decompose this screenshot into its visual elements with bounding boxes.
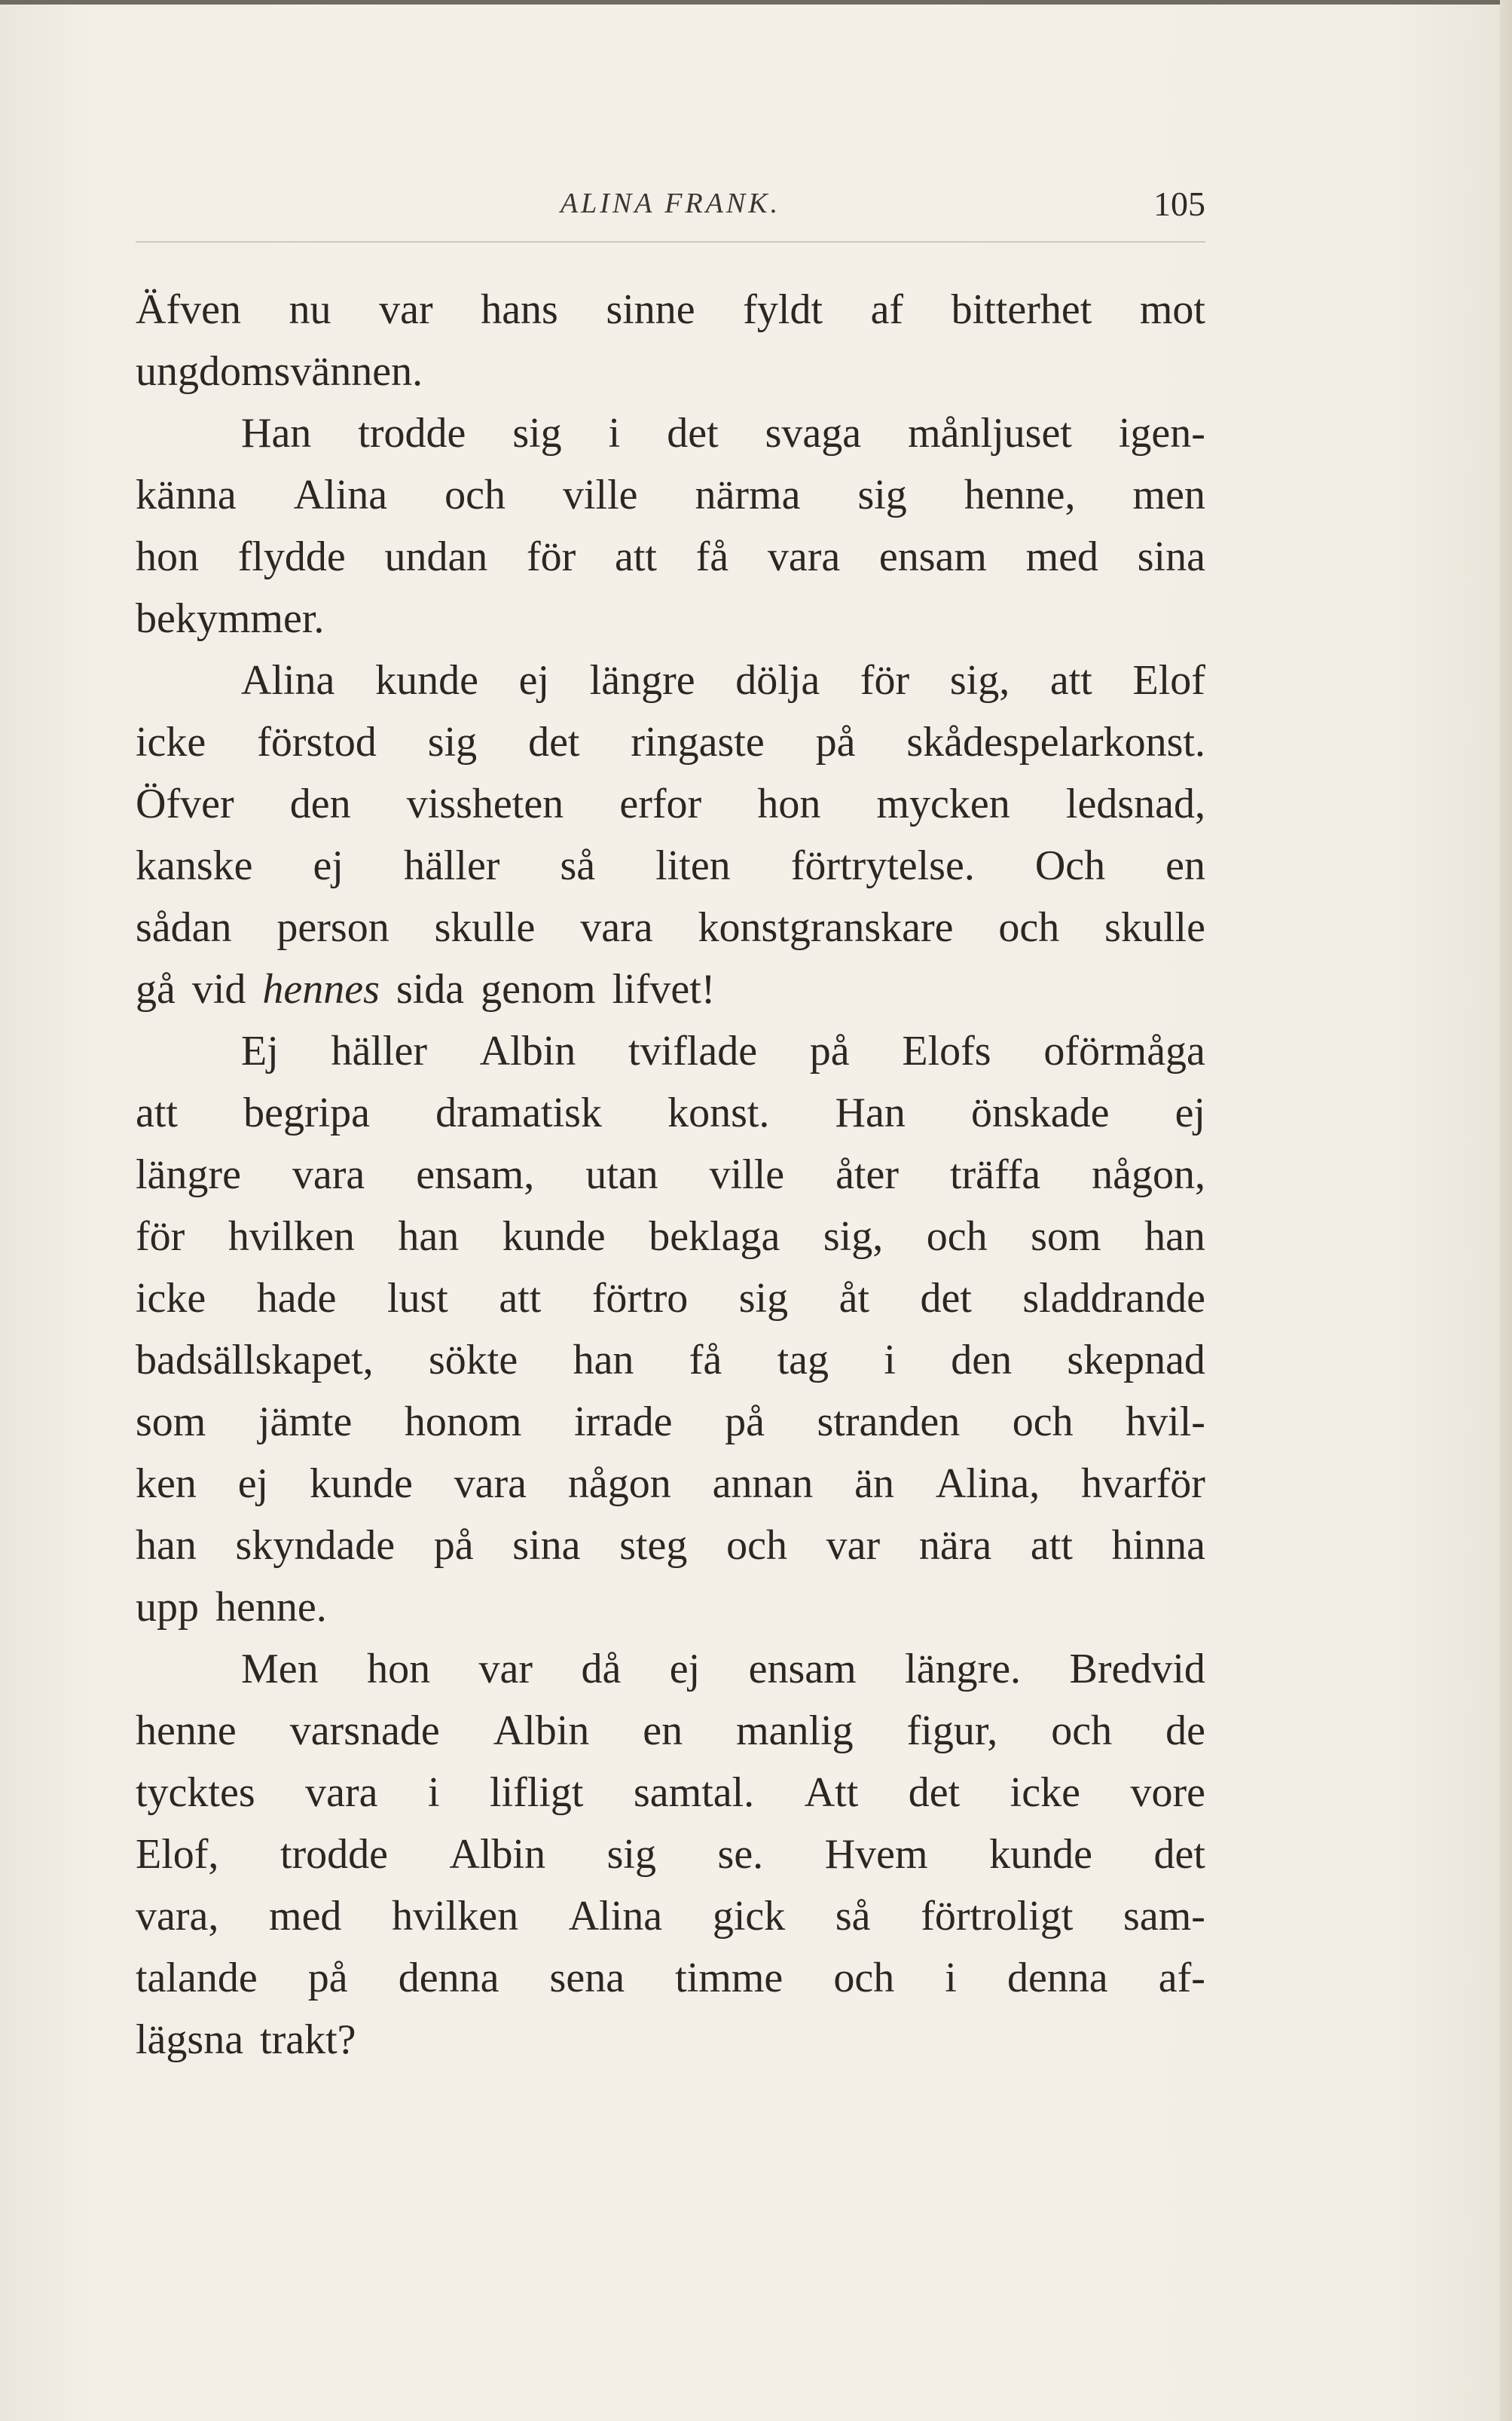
word: Ej bbox=[241, 1028, 279, 1074]
word: Alina bbox=[568, 1893, 663, 1940]
word: kunde bbox=[989, 1831, 1092, 1878]
word: igen- bbox=[1118, 410, 1205, 457]
word: den bbox=[951, 1337, 1013, 1383]
word: var bbox=[826, 1522, 881, 1569]
word: liten bbox=[655, 842, 731, 889]
page-number: 105 bbox=[1153, 185, 1205, 223]
word: Och bbox=[1034, 842, 1106, 889]
word: Albin bbox=[449, 1831, 546, 1878]
word: denna bbox=[398, 1955, 499, 2001]
word: sina bbox=[512, 1522, 581, 1569]
word: Elofs bbox=[902, 1028, 991, 1074]
word: på bbox=[433, 1522, 474, 1569]
text-line bbox=[136, 1576, 1205, 1638]
word: sena bbox=[549, 1955, 625, 2001]
word: en bbox=[643, 1707, 683, 1754]
page-header bbox=[136, 187, 1205, 240]
word: men bbox=[1132, 472, 1205, 518]
word: önskade bbox=[970, 1090, 1110, 1136]
word: ledsnad, bbox=[1065, 781, 1205, 827]
word: att bbox=[614, 533, 657, 580]
word: och bbox=[998, 904, 1060, 951]
word: det bbox=[1153, 1831, 1205, 1878]
word: talande bbox=[136, 1955, 258, 2001]
text-line bbox=[136, 1638, 1205, 1700]
word: fyldt bbox=[743, 286, 823, 333]
word: vissheten bbox=[406, 781, 564, 827]
word: som bbox=[1031, 1213, 1101, 1260]
word: sökte bbox=[429, 1337, 518, 1383]
word: han bbox=[1144, 1213, 1205, 1260]
word: genom bbox=[481, 966, 596, 1013]
word: åt bbox=[838, 1275, 870, 1322]
word: i bbox=[608, 410, 621, 457]
word: utan bbox=[585, 1151, 658, 1198]
word: månljuset bbox=[908, 410, 1072, 457]
word: lifligt bbox=[490, 1769, 584, 1816]
word: icke bbox=[136, 719, 206, 766]
word: manlig bbox=[736, 1707, 854, 1754]
word: få bbox=[695, 533, 729, 580]
text-line bbox=[136, 835, 1205, 897]
word: ej bbox=[669, 1646, 701, 1692]
page-right-edge bbox=[1500, 0, 1512, 2421]
text-line bbox=[136, 773, 1205, 835]
word: tycktes bbox=[136, 1769, 255, 1816]
word: i bbox=[945, 1955, 957, 2001]
header-rule bbox=[136, 241, 1205, 243]
word: af- bbox=[1158, 1955, 1205, 2001]
word: svaga bbox=[765, 410, 862, 457]
word: och bbox=[833, 1955, 895, 2001]
word: på bbox=[809, 1028, 850, 1074]
text-line bbox=[136, 1762, 1205, 1823]
word: annan bbox=[712, 1460, 814, 1507]
word: få bbox=[689, 1337, 722, 1383]
word: hvarför bbox=[1081, 1460, 1205, 1507]
word: tag bbox=[777, 1337, 829, 1383]
word: sig bbox=[606, 1831, 656, 1878]
word: och bbox=[726, 1522, 787, 1569]
word: dramatisk bbox=[435, 1090, 602, 1136]
word: så bbox=[560, 842, 596, 889]
word: på bbox=[815, 719, 856, 766]
word: för bbox=[526, 533, 576, 580]
word: konst. bbox=[667, 1090, 770, 1136]
text-line bbox=[136, 1515, 1205, 1576]
word: någon, bbox=[1092, 1151, 1205, 1198]
word: förtroligt bbox=[921, 1893, 1074, 1940]
word: det bbox=[667, 410, 719, 457]
word: på bbox=[725, 1398, 765, 1445]
text-line bbox=[136, 1329, 1205, 1391]
word: trodde bbox=[279, 1831, 389, 1878]
word: närma bbox=[695, 472, 801, 518]
word: sina bbox=[1137, 533, 1205, 580]
word: den bbox=[289, 781, 351, 827]
word: begripa bbox=[243, 1090, 371, 1136]
word: person bbox=[276, 904, 389, 951]
word: upp bbox=[136, 1584, 199, 1631]
word: hans bbox=[481, 286, 558, 333]
word: och bbox=[1012, 1398, 1074, 1445]
word: af bbox=[870, 286, 904, 333]
word: på bbox=[307, 1955, 348, 2001]
word: lägsna bbox=[136, 2016, 244, 2063]
word: Albin bbox=[493, 1707, 590, 1754]
word: att bbox=[1030, 1522, 1073, 1569]
text-line bbox=[136, 402, 1205, 464]
word: hade bbox=[256, 1275, 337, 1322]
word: sådan bbox=[136, 904, 232, 951]
word: bekymmer. bbox=[136, 595, 325, 642]
word: kunde bbox=[502, 1213, 606, 1260]
text-line bbox=[136, 1144, 1205, 1206]
word: var bbox=[379, 286, 433, 333]
word: Alina bbox=[293, 472, 388, 518]
text-line bbox=[136, 1823, 1205, 1885]
word: så bbox=[835, 1893, 871, 1940]
text-line bbox=[136, 1267, 1205, 1329]
word: lifvet! bbox=[612, 966, 716, 1013]
text-line bbox=[136, 650, 1205, 711]
word: sladdrande bbox=[1022, 1275, 1205, 1322]
word: mot bbox=[1139, 286, 1205, 333]
word: vara bbox=[454, 1460, 527, 1507]
word: hvilken bbox=[228, 1213, 355, 1260]
text-line bbox=[136, 279, 1205, 341]
text-line bbox=[136, 1020, 1205, 1082]
word: Elof bbox=[1132, 657, 1205, 704]
word: hon bbox=[136, 533, 199, 580]
word: figur, bbox=[906, 1707, 998, 1754]
body-text bbox=[136, 279, 1205, 2071]
word: trodde bbox=[358, 410, 466, 457]
word: vore bbox=[1130, 1769, 1205, 1816]
word: ensam bbox=[748, 1646, 857, 1692]
word: bitterhet bbox=[951, 286, 1092, 333]
text-line bbox=[136, 2009, 1205, 2071]
word: förtro bbox=[591, 1275, 689, 1322]
word: varsnade bbox=[289, 1707, 440, 1754]
word: tviflade bbox=[628, 1028, 758, 1074]
word: se. bbox=[717, 1831, 764, 1878]
word: Äfven bbox=[136, 286, 241, 333]
word: Han bbox=[835, 1090, 906, 1136]
word: längre bbox=[136, 1151, 241, 1198]
word: det bbox=[920, 1275, 972, 1322]
word: förstod bbox=[257, 719, 377, 766]
word: sig, bbox=[949, 657, 1010, 704]
word: sig bbox=[512, 410, 562, 457]
word: badsällskapet, bbox=[136, 1337, 374, 1383]
word: det bbox=[528, 719, 580, 766]
word: konstgranskare bbox=[698, 904, 954, 951]
word: att bbox=[136, 1090, 178, 1136]
text-line bbox=[136, 1082, 1205, 1144]
word: sig, bbox=[823, 1213, 884, 1260]
word: vid bbox=[191, 966, 246, 1013]
word: ej bbox=[1174, 1090, 1205, 1136]
word: samtal. bbox=[634, 1769, 755, 1816]
word: sida bbox=[396, 966, 465, 1013]
text-line bbox=[136, 1947, 1205, 2009]
word: då bbox=[581, 1646, 622, 1692]
word: ensam bbox=[878, 533, 987, 580]
word: skådespelarkonst. bbox=[906, 719, 1205, 766]
word: hvil- bbox=[1126, 1398, 1205, 1445]
text-line bbox=[136, 1885, 1205, 1947]
word: ville bbox=[709, 1151, 785, 1198]
text-line bbox=[136, 958, 1205, 1020]
word: flydde bbox=[237, 533, 346, 580]
word: irrade bbox=[573, 1398, 673, 1445]
word: icke bbox=[1010, 1769, 1080, 1816]
word: vara bbox=[305, 1769, 378, 1816]
word: häller bbox=[331, 1028, 427, 1074]
word: med bbox=[1025, 533, 1099, 580]
word: icke bbox=[136, 1275, 206, 1322]
text-line bbox=[136, 341, 1205, 402]
word: denna bbox=[1006, 1955, 1108, 2001]
word: sig bbox=[427, 719, 478, 766]
word: vara bbox=[292, 1151, 365, 1198]
word: i bbox=[427, 1769, 440, 1816]
word: längre. bbox=[905, 1646, 1022, 1692]
word: skepnad bbox=[1067, 1337, 1205, 1383]
word: vara, bbox=[136, 1893, 219, 1940]
word: Hvem bbox=[824, 1831, 928, 1878]
word: Öfver bbox=[136, 781, 234, 827]
word: längre bbox=[589, 657, 695, 704]
word: erfor bbox=[619, 781, 702, 827]
word: och bbox=[1051, 1707, 1113, 1754]
word: sig bbox=[857, 472, 907, 518]
text-line bbox=[136, 588, 1205, 650]
word: och bbox=[926, 1213, 988, 1260]
text-line bbox=[136, 526, 1205, 588]
word: mycken bbox=[876, 781, 1010, 827]
word: han bbox=[573, 1337, 634, 1383]
word: en bbox=[1165, 842, 1205, 889]
word: för bbox=[136, 1213, 185, 1260]
word: lust bbox=[386, 1275, 448, 1322]
word: gå bbox=[136, 966, 176, 1013]
word: ej bbox=[237, 1460, 269, 1507]
word: för bbox=[860, 657, 910, 704]
word: att bbox=[499, 1275, 542, 1322]
word: han bbox=[398, 1213, 460, 1260]
word: kanske bbox=[136, 842, 253, 889]
word: henne, bbox=[964, 472, 1076, 518]
word: trakt? bbox=[260, 2016, 356, 2063]
italic-word: hennes bbox=[262, 966, 380, 1013]
word: ej bbox=[518, 657, 550, 704]
word: kunde bbox=[375, 657, 478, 704]
word: kunde bbox=[309, 1460, 413, 1507]
word: förtrytelse. bbox=[790, 842, 975, 889]
text-line bbox=[136, 711, 1205, 773]
word: häller bbox=[403, 842, 500, 889]
word: som bbox=[136, 1398, 206, 1445]
text-line bbox=[136, 1391, 1205, 1453]
word: Bredvid bbox=[1069, 1646, 1205, 1692]
word: Alina, bbox=[935, 1460, 1040, 1507]
word: oförmåga bbox=[1043, 1028, 1205, 1074]
word: Att bbox=[804, 1769, 859, 1816]
word: hon bbox=[757, 781, 821, 827]
word: i bbox=[884, 1337, 896, 1383]
word: hvilken bbox=[392, 1893, 519, 1940]
word: ej bbox=[313, 842, 344, 889]
word: och bbox=[444, 472, 506, 518]
word: ringaste bbox=[631, 719, 765, 766]
word: träffa bbox=[949, 1151, 1041, 1198]
word: skulle bbox=[434, 904, 536, 951]
word: Men bbox=[241, 1646, 319, 1692]
word: honom bbox=[404, 1398, 522, 1445]
word: ungdomsvännen. bbox=[136, 348, 423, 395]
word: sig bbox=[738, 1275, 789, 1322]
word: Alina bbox=[241, 657, 335, 704]
word: hinna bbox=[1111, 1522, 1205, 1569]
text-line bbox=[136, 464, 1205, 526]
word: undan bbox=[384, 533, 488, 580]
word: sam- bbox=[1123, 1893, 1205, 1940]
word: med bbox=[269, 1893, 342, 1940]
word: gick bbox=[712, 1893, 786, 1940]
word: henne bbox=[136, 1707, 237, 1754]
word: beklaga bbox=[649, 1213, 780, 1260]
word: skyndade bbox=[235, 1522, 396, 1569]
top-edge-rule bbox=[0, 0, 1512, 5]
word: ville bbox=[563, 472, 638, 518]
word: var bbox=[478, 1646, 533, 1692]
word: henne. bbox=[215, 1584, 327, 1631]
text-line bbox=[136, 1700, 1205, 1762]
word: vara bbox=[767, 533, 841, 580]
word: stranden bbox=[817, 1398, 961, 1445]
word: nära bbox=[918, 1522, 992, 1569]
word: han bbox=[136, 1522, 197, 1569]
word: åter bbox=[835, 1151, 899, 1198]
word: vara bbox=[580, 904, 653, 951]
running-title: ALINA FRANK. bbox=[560, 188, 781, 219]
word: ken bbox=[136, 1460, 197, 1507]
word: skulle bbox=[1104, 904, 1205, 951]
word: att bbox=[1049, 657, 1092, 704]
word: jämte bbox=[258, 1398, 353, 1445]
word: Elof, bbox=[136, 1831, 219, 1878]
word: nu bbox=[289, 286, 331, 333]
word: sinne bbox=[606, 286, 695, 333]
word: någon bbox=[567, 1460, 671, 1507]
text-line bbox=[136, 1206, 1205, 1267]
text-line bbox=[136, 1453, 1205, 1515]
word: timme bbox=[675, 1955, 783, 2001]
word: Albin bbox=[479, 1028, 576, 1074]
word: känna bbox=[136, 472, 237, 518]
text-line bbox=[136, 897, 1205, 958]
word: steg bbox=[619, 1522, 688, 1569]
word: de bbox=[1165, 1707, 1205, 1754]
word: ensam, bbox=[416, 1151, 535, 1198]
word: dölja bbox=[735, 657, 820, 704]
word: hon bbox=[367, 1646, 431, 1692]
word: Han bbox=[241, 410, 312, 457]
word: än bbox=[854, 1460, 894, 1507]
word: det bbox=[908, 1769, 961, 1816]
